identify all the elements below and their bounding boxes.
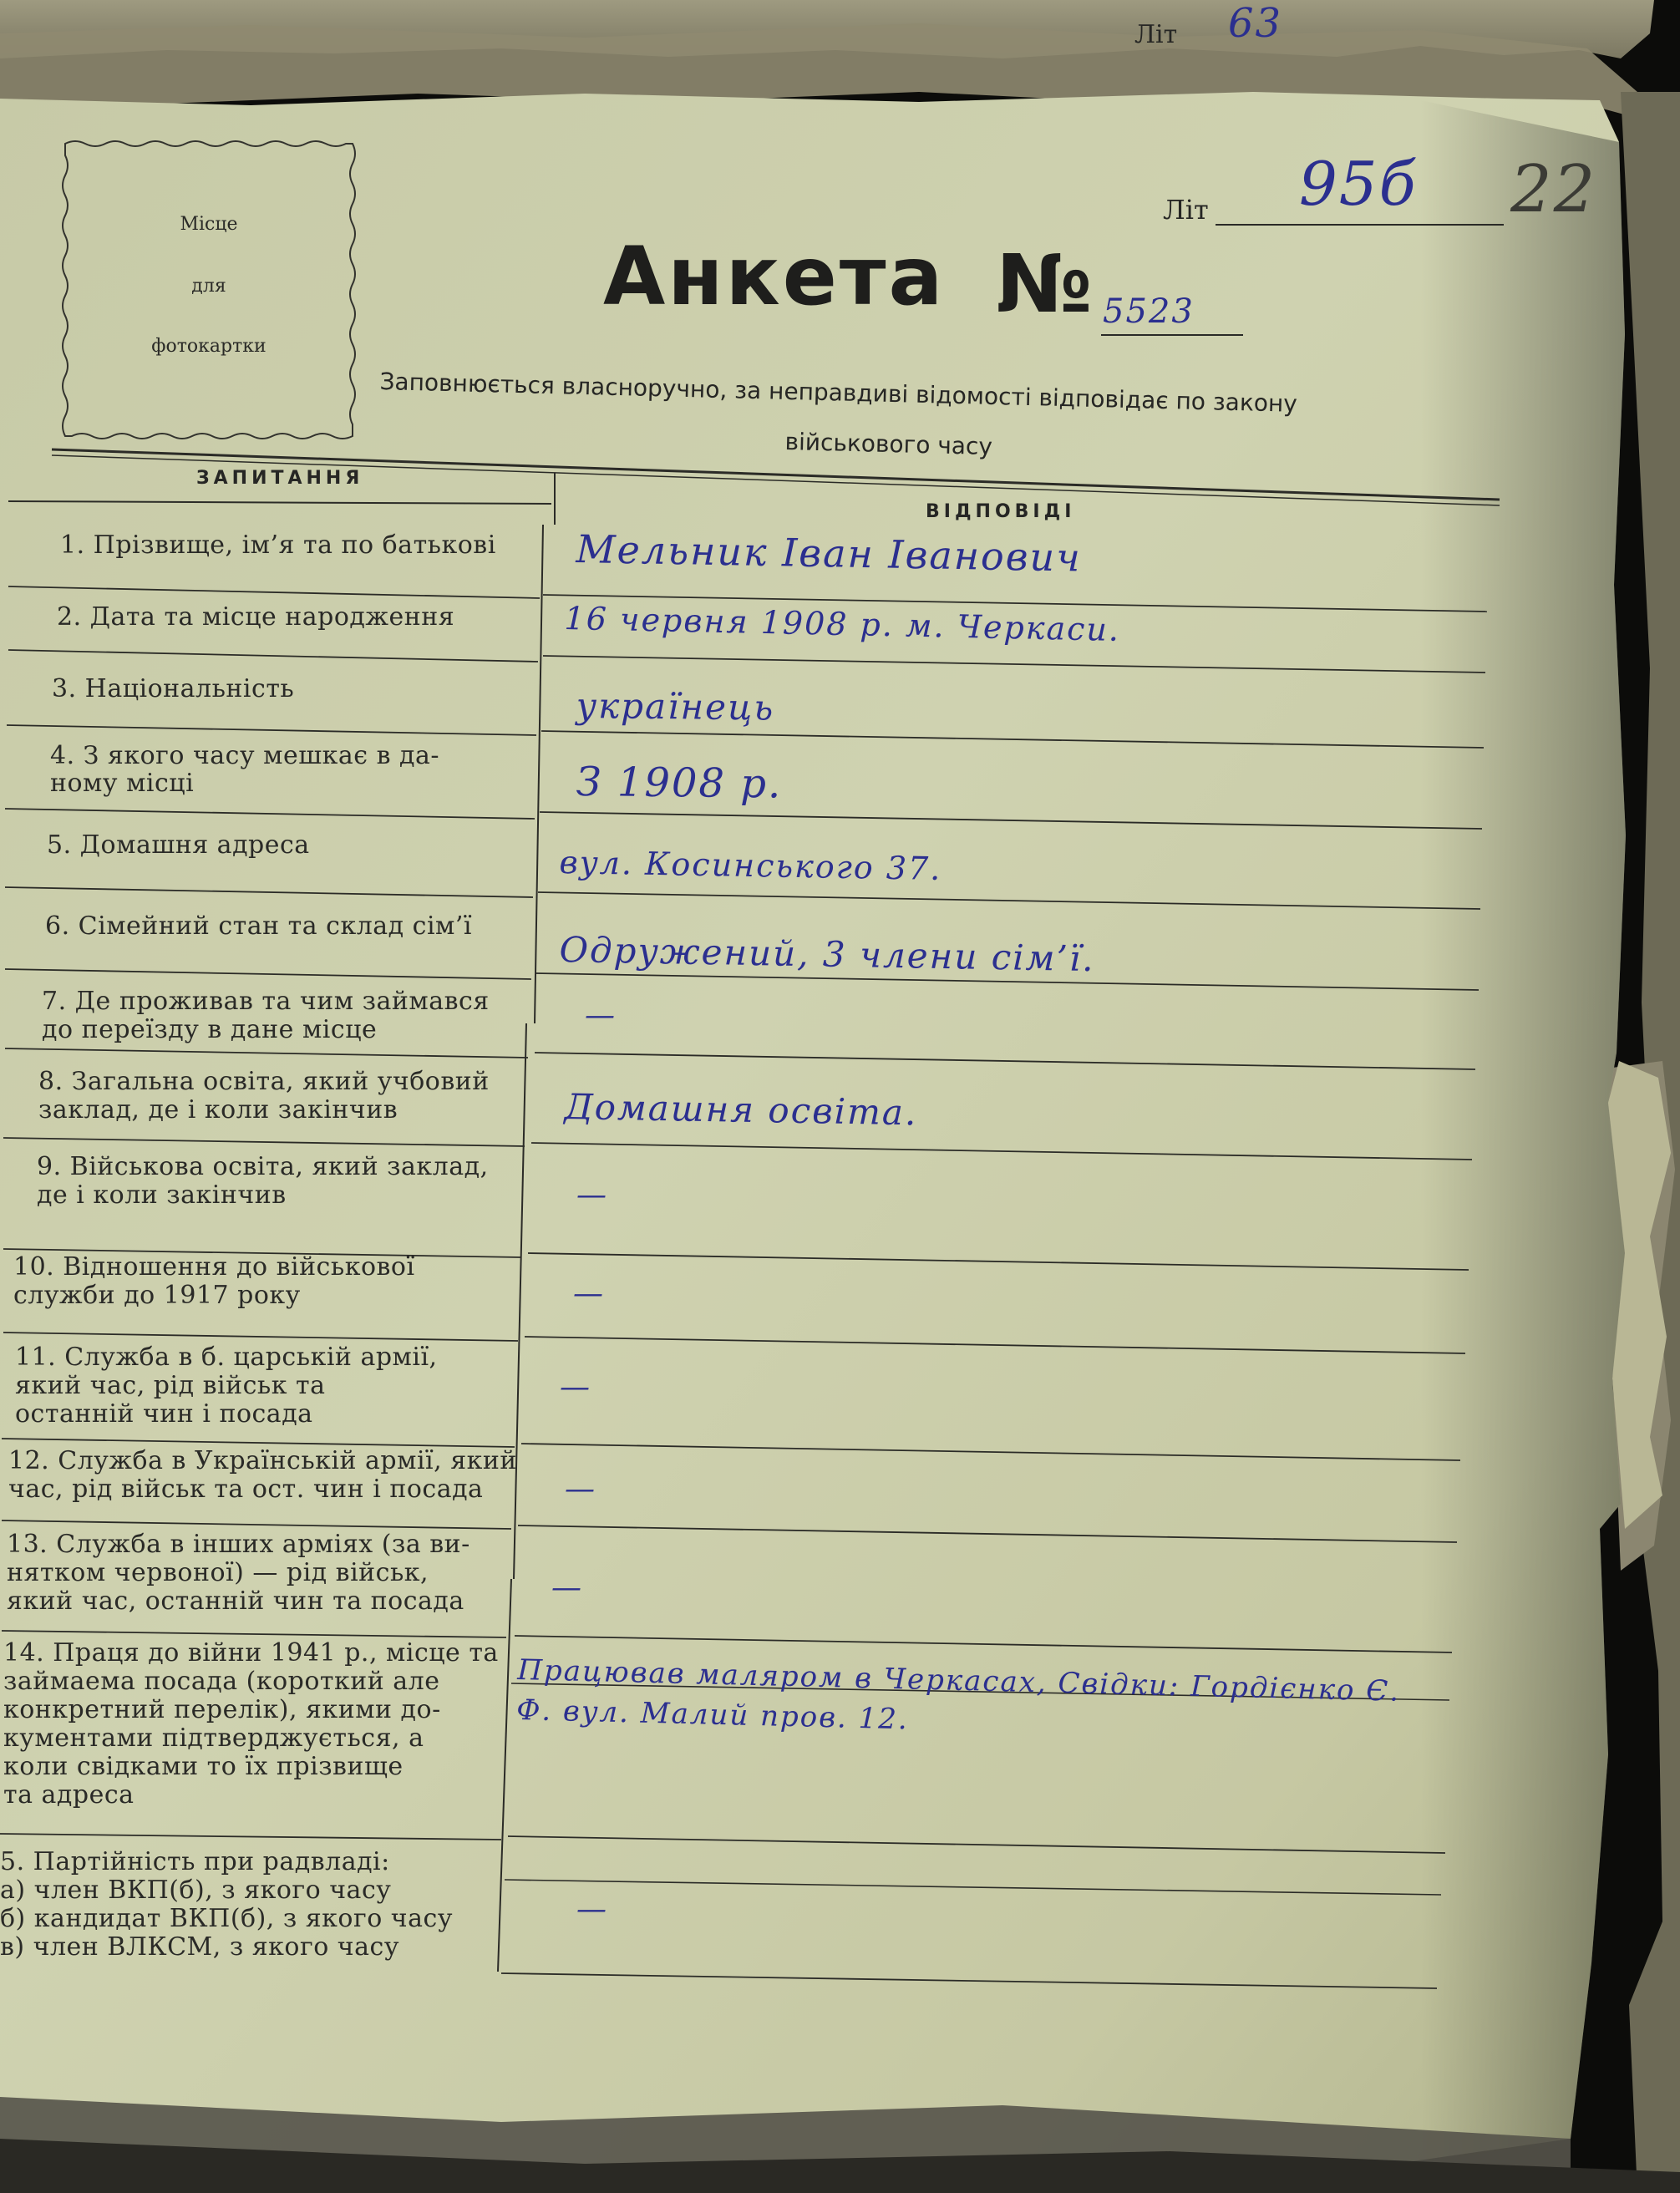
question-14-line-6: та адреса [3, 1780, 135, 1810]
question-11-line-3: останній чин і посада [15, 1399, 313, 1429]
question-15-line-3: б) кандидат ВКП(б), з якого часу [0, 1904, 453, 1933]
question-15-line-4: в) член ВЛКСМ, з якого часу [0, 1932, 399, 1962]
lit-label: Літ [1163, 194, 1209, 226]
photo-label-3: фотокартки [151, 336, 266, 357]
form-number: 5523 [1103, 292, 1195, 331]
lit-top-label: Літ [1134, 20, 1178, 49]
answer-7: — [585, 998, 617, 1033]
answer-3: українець [576, 685, 775, 728]
answer-8: Домашня освіта. [564, 1086, 918, 1134]
question-4-line-1: 4. З якого часу мешкає в да- [50, 741, 440, 770]
lit-top-value: 63 [1228, 0, 1283, 47]
column-header-answers: ВІДПОВІДІ [926, 501, 1076, 522]
photo-label-2: для [191, 276, 226, 297]
question-5-line-1: 5. Домашня адреса [47, 830, 310, 860]
question-13-line-3: який час, останній чин та посада [7, 1586, 464, 1616]
sheet-number: 22 [1510, 152, 1597, 227]
answer-10: — [573, 1277, 605, 1311]
question-12-line-1: 12. Служба в Українській армії, який [8, 1446, 517, 1475]
question-15-line-1: 5. Партійність при радвладі: [0, 1847, 390, 1876]
answer-11: — [560, 1370, 591, 1404]
question-14-line-1: 14. Праця до війни 1941 р., місце та [3, 1638, 499, 1668]
question-13-line-1: 13. Служба в інших арміях (за ви- [7, 1530, 470, 1559]
answer-15: — [576, 1892, 608, 1926]
question-7-line-1: 7. Де проживав та чим займався [42, 987, 490, 1016]
question-14-line-4: кументами підтверджується, а [3, 1723, 424, 1753]
question-12-line-2: час, рід військ та ост. чин і посада [8, 1475, 484, 1504]
question-4-line-2: ному місці [50, 769, 195, 798]
answer-13: — [551, 1571, 583, 1605]
question-7-line-2: до переїзду в дане місце [42, 1015, 378, 1044]
question-14-line-3: конкретний перелік), якими до- [3, 1695, 441, 1724]
question-10-line-1: 10. Відношення до військової [13, 1252, 415, 1282]
form-title-word: Анкета [603, 230, 946, 323]
question-1-line-1: 1. Прізвище, ім’я та по батькові [60, 530, 496, 560]
answer-9: — [576, 1178, 608, 1212]
question-15-line-2: а) член ВКП(б), з якого часу [0, 1876, 392, 1905]
question-6-line-1: 6. Сімейний стан та склад сім’ї [45, 911, 473, 941]
question-11-line-1: 11. Служба в б. царській армії, [15, 1343, 438, 1372]
answer-14: Працював маляром в Черкасах, Свідки: Гордієнко Є. Ф. вул. Малий пров. 12. [515, 1652, 1401, 1737]
question-8-line-1: 8. Загальна освіта, який учбовий [38, 1067, 490, 1096]
question-2-line-1: 2. Дата та місце народження [57, 602, 455, 632]
number-sign: № [996, 237, 1093, 331]
question-14-line-2: займаема посада (короткий але [3, 1667, 440, 1696]
question-10-line-2: служби до 1917 року [13, 1281, 301, 1310]
instruction-line-2: військового часу [784, 428, 993, 461]
answer-6: Одружений, 3 члени сім’ї. [559, 929, 1096, 980]
question-9-line-2: де і коли закінчив [37, 1180, 287, 1210]
column-header-questions: ЗАПИТАННЯ [196, 468, 364, 489]
photo-label-1: Місце [180, 214, 238, 235]
lit-value: 95б [1299, 149, 1418, 219]
answer-4: З 1908 р. [576, 759, 783, 808]
instruction-line-1: Заповнюється власноручно, за неправдиві відомості відповідає по закону [379, 368, 1298, 418]
question-14-line-5: коли свідками то їх прізвище [3, 1752, 404, 1781]
question-11-line-2: який час, рід військ та [15, 1371, 326, 1400]
answer-12: — [565, 1472, 596, 1506]
question-8-line-2: заклад, де і коли закінчив [38, 1095, 398, 1124]
question-9-line-1: 9. Військова освіта, який заклад, [37, 1152, 489, 1181]
answer-1: Мельник Іван Іванович [576, 526, 1083, 581]
question-3-line-1: 3. Національність [52, 674, 295, 703]
answer-5: вул. Косинського 37. [559, 844, 942, 887]
question-13-line-2: нятком червоної) — рід військ, [7, 1558, 429, 1587]
answer-2: 16 червня 1908 р. м. Черкаси. [564, 600, 1121, 648]
